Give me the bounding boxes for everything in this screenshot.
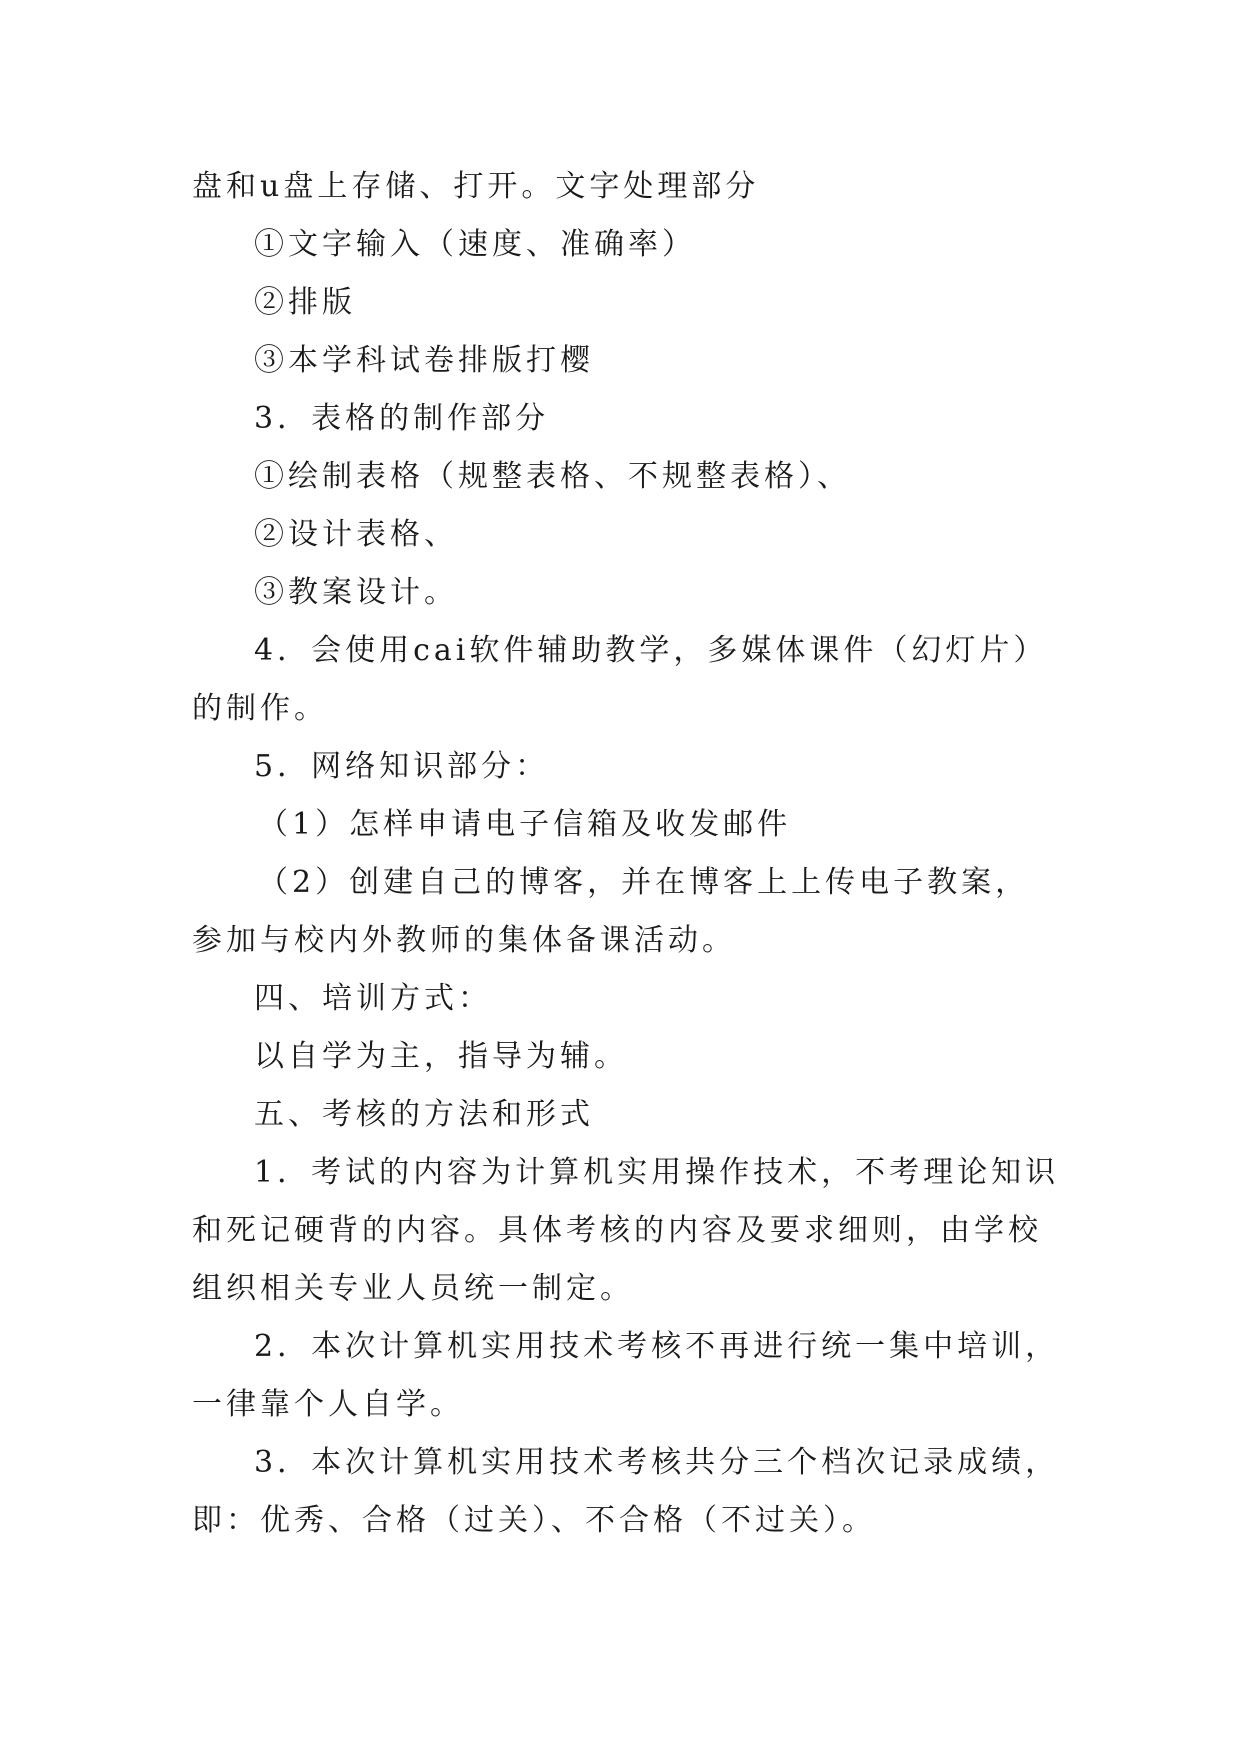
section-heading: 3．表格的制作部分 bbox=[254, 401, 550, 436]
paragraph: 1．考试的内容为计算机实用操作技术，不考理论知识和死记硬背的内容。具体考核的内容及要求细则，由学校组织相关专业人员统一制定。 bbox=[192, 1155, 1060, 1306]
section-heading: 五、考核的方法和形式 bbox=[254, 1097, 594, 1132]
list-item: ②排版 bbox=[254, 285, 356, 320]
section-heading: 5．网络知识部分： bbox=[254, 749, 550, 784]
list-item: ②设计表格、 bbox=[254, 517, 458, 552]
document-body bbox=[192, 158, 1062, 1550]
section-heading: 四、培训方式： bbox=[254, 981, 492, 1016]
list-item: ①绘制表格（规整表格、不规整表格）、 bbox=[254, 459, 851, 494]
list-item: （2）创建自己的博客，并在博客上上传电子教案，参加与校内外教师的集体备课活动。 bbox=[192, 865, 1030, 958]
list-item: ①文字输入（速度、准确率） bbox=[254, 227, 696, 262]
paragraph: 以自学为主，指导为辅。 bbox=[254, 1039, 628, 1074]
list-item: ③本学科试卷排版打樱 bbox=[254, 343, 594, 378]
paragraph: 3．本次计算机实用技术考核共分三个档次记录成绩，即：优秀、合格（过关）、不合格（不过关）。 bbox=[192, 1445, 1060, 1538]
section-heading: 4．会使用cai软件辅助教学，多媒体课件（幻灯片）的制作。 bbox=[192, 633, 1048, 726]
list-item: ③教案设计。 bbox=[254, 575, 458, 610]
paragraph: 2．本次计算机实用技术考核不再进行统一集中培训，一律靠个人自学。 bbox=[192, 1329, 1060, 1422]
list-item: （1）怎样申请电子信箱及收发邮件 bbox=[258, 807, 792, 842]
paragraph: 盘和u盘上存储、打开。文字处理部分 bbox=[192, 169, 760, 204]
